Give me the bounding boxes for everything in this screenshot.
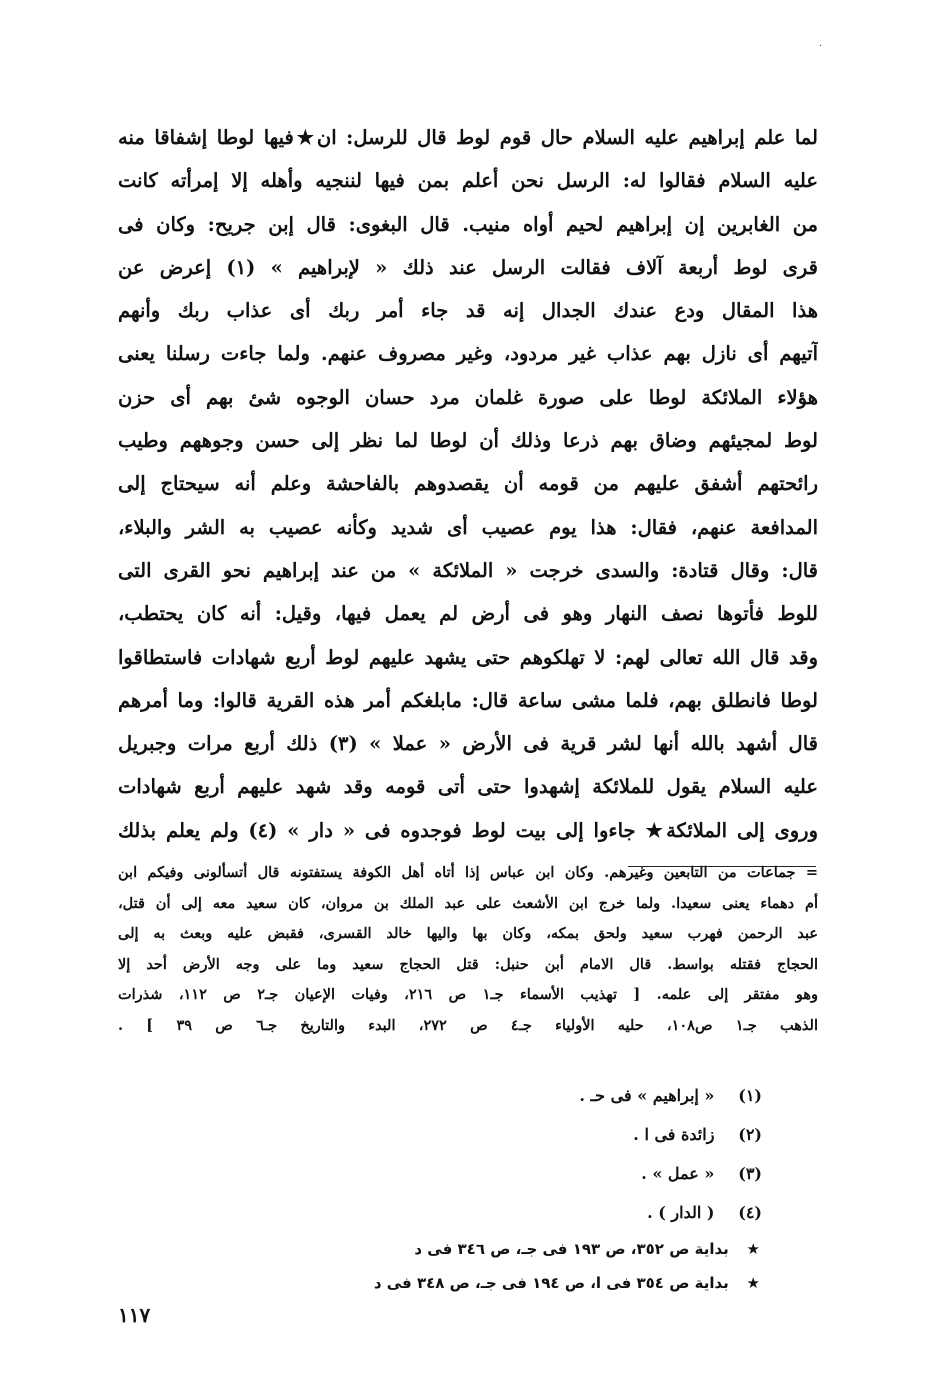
text-line: رائحتهم أشفق عليهم من قومه أن يقصدوهم بالفاحشة وعلم أنه سيحتاج إلى [118, 472, 818, 496]
text-line: المدافعة عنهم، فقال: هذا يوم عصيب أى شديد وكأنه عصيب به الشر والبلاء، [118, 515, 818, 539]
text-line: للوط فأتوها نصف النهار وهو فى أرض لم يعمل فيها، وقيل: أنه كان يحتطب، [118, 602, 818, 626]
main-text-block [118, 116, 818, 852]
note-text: « عمل » . [641, 1164, 715, 1183]
footnote-line: الحجاج فقتله بواسط. قال الامام أبن حنبل: قتل الحجاج سعيد وما على وجه الأرض أحد إلا [118, 955, 818, 973]
page-start-text: بداية ص ٣٥٤ فى ا، ص ١٩٤ فى جـ، ص ٣٤٨ فى د [373, 1274, 729, 1292]
note-text: زائدة فى ا . [633, 1125, 715, 1144]
text-line: لما علم إبراهيم عليه السلام حال قوم لوط قال للرسل: ان★فيها لوطا إشفاقا منه [118, 126, 818, 149]
text-line: عليه السلام فقالوا له: الرسل نحن أعلم بمن فيها لننجيه وأهله إلا إمرأته كانت [118, 169, 818, 193]
footnote-line: أم دهماء يعنى سعيدا. ولما خرج ابن الأشعث على عبد الملك بن مروان، كان سعيد معه إلى أن قتل، [118, 894, 818, 912]
footnote-line: وهو مفتقر إلى علمه. [ تهذيب الأسماء جـ١ ص ٢١٦، وفيات الإعيان جـ٢ ص ١١٢، شذرات [118, 986, 818, 1003]
text-line: هؤلاء الملائكة لوطا على صورة غلمان مرد حسان الوجوه شئ بهم أى حزن [118, 385, 818, 409]
footnote-line: عبد الرحمن فهرب سعيد ولحق بمكه، وكان بها واليها خالد القسرى، فقبض عليه وبعث به إلى [118, 925, 818, 942]
footnote-continuation-block [118, 858, 818, 1041]
page-start-note [300, 1232, 760, 1266]
variant-notes [540, 1076, 762, 1232]
text-line: لوطا فانطلق بهم، فلما مشى ساعة قال: مابلغكم أمر هذه القرية قالوا: وما أمرهم [118, 688, 818, 712]
corner-mark: · [819, 41, 823, 52]
variant-note [540, 1193, 762, 1232]
footnote-line: الذهب جـ١ ص١٠٨، حليه الأولياء جـ٤ ص ٢٧٢، البدء والتاريخ جـ٦ ص ٣٩ ] . [118, 1016, 818, 1034]
variant-note [540, 1076, 762, 1115]
note-number: (٣) [738, 1164, 762, 1183]
star-icon: ★ [746, 1274, 760, 1292]
page-number: ١١٧ [118, 1303, 151, 1327]
variant-note [540, 1154, 762, 1193]
note-text: ( الدار ) . [647, 1203, 715, 1222]
text-line: قال أشهد بالله أنها لشر قرية فى الأرض « عملا » (٣) ذلك أربع مرات وجبريل [118, 732, 818, 756]
variant-note [540, 1115, 762, 1154]
page-start-note [300, 1266, 760, 1300]
note-number: (٢) [738, 1125, 762, 1144]
note-number: (٤) [738, 1203, 762, 1222]
note-text: « إبراهيم » فى حـ . [579, 1086, 715, 1105]
text-line: وروى إلى الملائكة★ جاءوا إلى بيت لوط فوجدوه فى « دار » (٤) ولم يعلم بذلك [118, 818, 818, 842]
text-line: هذا المقال ودع عندك الجدال إنه قد جاء أمر ربك أى عذاب ربك وأنهم [118, 299, 818, 323]
text-line: آتيهم أى نازل بهم عذاب غير مردود، وغير مصروف عنهم. ولما جاءت رسلنا يعنى [118, 342, 818, 366]
note-number: (١) [738, 1086, 762, 1105]
footnote-line: = جماعات من التابعين وغيرهم. وكان ابن عباس إذا أتاه أهل الكوفة يستفتونه قال أتسألونى وفيكم ابن [118, 864, 818, 881]
text-line: قال: وقال قتادة: والسدى خرجت « الملائكة » من عند إبراهيم نحو القرى التى [118, 558, 818, 582]
text-line: لوط لمجيئهم وضاق بهم ذرعا وذلك أن لوطا لما نظر إلى حسن وجوههم وطيب [118, 429, 818, 453]
page-start-notes [300, 1232, 760, 1300]
page-start-text: بداية ص ٣٥٢، ص ١٩٣ فى جـ، ص ٣٤٦ فى د [414, 1240, 729, 1258]
text-line: من الغابرين إن إبراهيم لحيم أواه منيب. قال البغوى: قال إبن جريح: وكان فى [118, 212, 818, 236]
star-icon: ★ [746, 1240, 760, 1258]
text-line: وقد قال الله تعالى لهم: لا تهلكوهم حتى يشهد عليهم لوط أربع شهادات فاستطاقوا [118, 645, 818, 669]
text-line: عليه السلام يقول للملائكة إشهدوا حتى أتى قومه وقد شهد عليهم أربع شهادات [118, 775, 818, 799]
text-line: قرى لوط أربعة آلاف فقالت الرسل عند ذلك « لإبراهيم » (١) إعرض عن [118, 255, 818, 279]
